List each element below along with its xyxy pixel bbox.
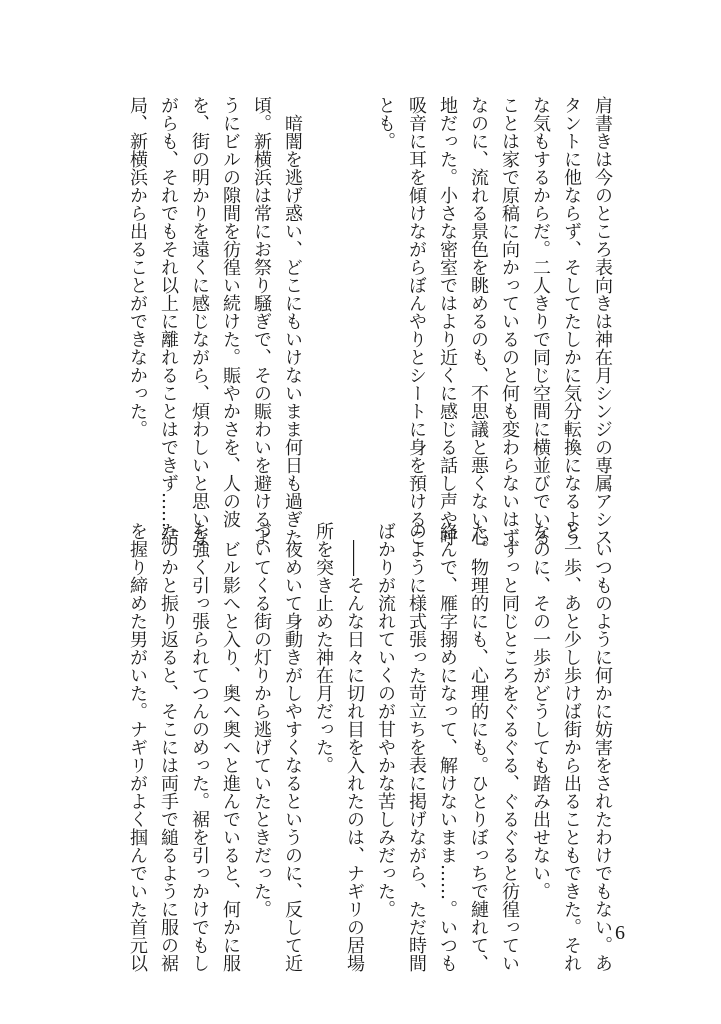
text-line: 地だった。小さな密室ではより近くに感じる話し声や呼 <box>437 96 458 546</box>
text-line: と一歩、あと少し歩けば街から出ることもできた。それ <box>561 522 582 972</box>
text-line: ことは家で原稿に向かっているのと何も変わらないはず <box>499 96 520 546</box>
blank-line <box>339 96 370 496</box>
text-line: た。物理的にも、心理的にも。ひとりぼっちで縺れて、 <box>468 522 489 972</box>
text-line: ばかりが流れていくのが甘やかな苦しみだった。 <box>375 522 396 918</box>
text-line: がらも、それでもそれ以上に離れることはできず……結 <box>158 96 179 546</box>
text-line: のように様式張った苛立ちを表に掲げながら、ただ時間 <box>406 522 427 972</box>
text-line: ――そんな日々に切れ目を入れたのは、ナギリの居場 <box>344 540 365 972</box>
text-line: うにビルの隙間を彷徨い続けた。賑やかさを、人の波 <box>220 96 241 528</box>
blank-line <box>308 96 339 496</box>
text-line: なのに、流れる景色を眺めるのも、不思議と悪くない心 <box>468 96 489 546</box>
text-line: とも。 <box>375 96 396 150</box>
text-line: タントに他ならず、そしてたしかに気分転換になるよう <box>561 96 582 546</box>
text-line: 絡んで、雁字搦めになって、解けないまま……。いつも <box>437 522 458 972</box>
text-line: 夜めいて身動きがしやすくなるというのに、反して近 <box>282 540 303 972</box>
text-line: 所を突き止めた神在月だった。 <box>313 522 334 774</box>
text-line: 局、新横浜から出ることができなかった。 <box>127 96 148 438</box>
text-line: 肩書きは今のところ表向きは神在月シンジの専属アシス <box>592 96 613 546</box>
text-block-top <box>122 96 618 546</box>
text-line: 吸音に耳を傾けながらぼんやりとシートに身を預けるこ <box>406 96 427 546</box>
text-line: ビル影へと入り、奥へ奥へと進んでいると、何かに服 <box>220 540 241 972</box>
text-line: なのに、その一歩がどうしても踏み出せない。 <box>530 522 551 900</box>
text-line: たのかと振り返ると、そこには両手で縋るように服の裾 <box>158 522 179 972</box>
text-line: を、街の明かりを遠くに感じながら、煩わしいと思いな <box>189 96 210 546</box>
text-line: ずっと同じところをぐるぐる、ぐるぐると彷徨ってい <box>499 540 520 972</box>
page-number: 6 <box>615 922 625 944</box>
text-line: づいてくる街の灯りから逃げていたときだった。 <box>251 522 272 918</box>
text-line: 頃。新横浜は常にお祭り騒ぎで、その賑わいを避けるよ <box>251 96 272 546</box>
text-line: な気もするからだ。二人きりで同じ空間に横並びでいる <box>530 96 551 546</box>
text-line: 暗闇を逃げ惑い、どこにもいけないまま何日も過ぎた <box>282 114 303 546</box>
text-block-bottom <box>122 522 618 972</box>
text-line: を握り締めた男がいた。ナギリがよく掴んでいた首元以 <box>127 522 148 972</box>
text-line: を強く引っ張られてつんのめった。裾を引っかけでもし <box>189 522 210 972</box>
text-line: いつものように何かに妨害をされたわけでもない。あ <box>592 540 613 972</box>
